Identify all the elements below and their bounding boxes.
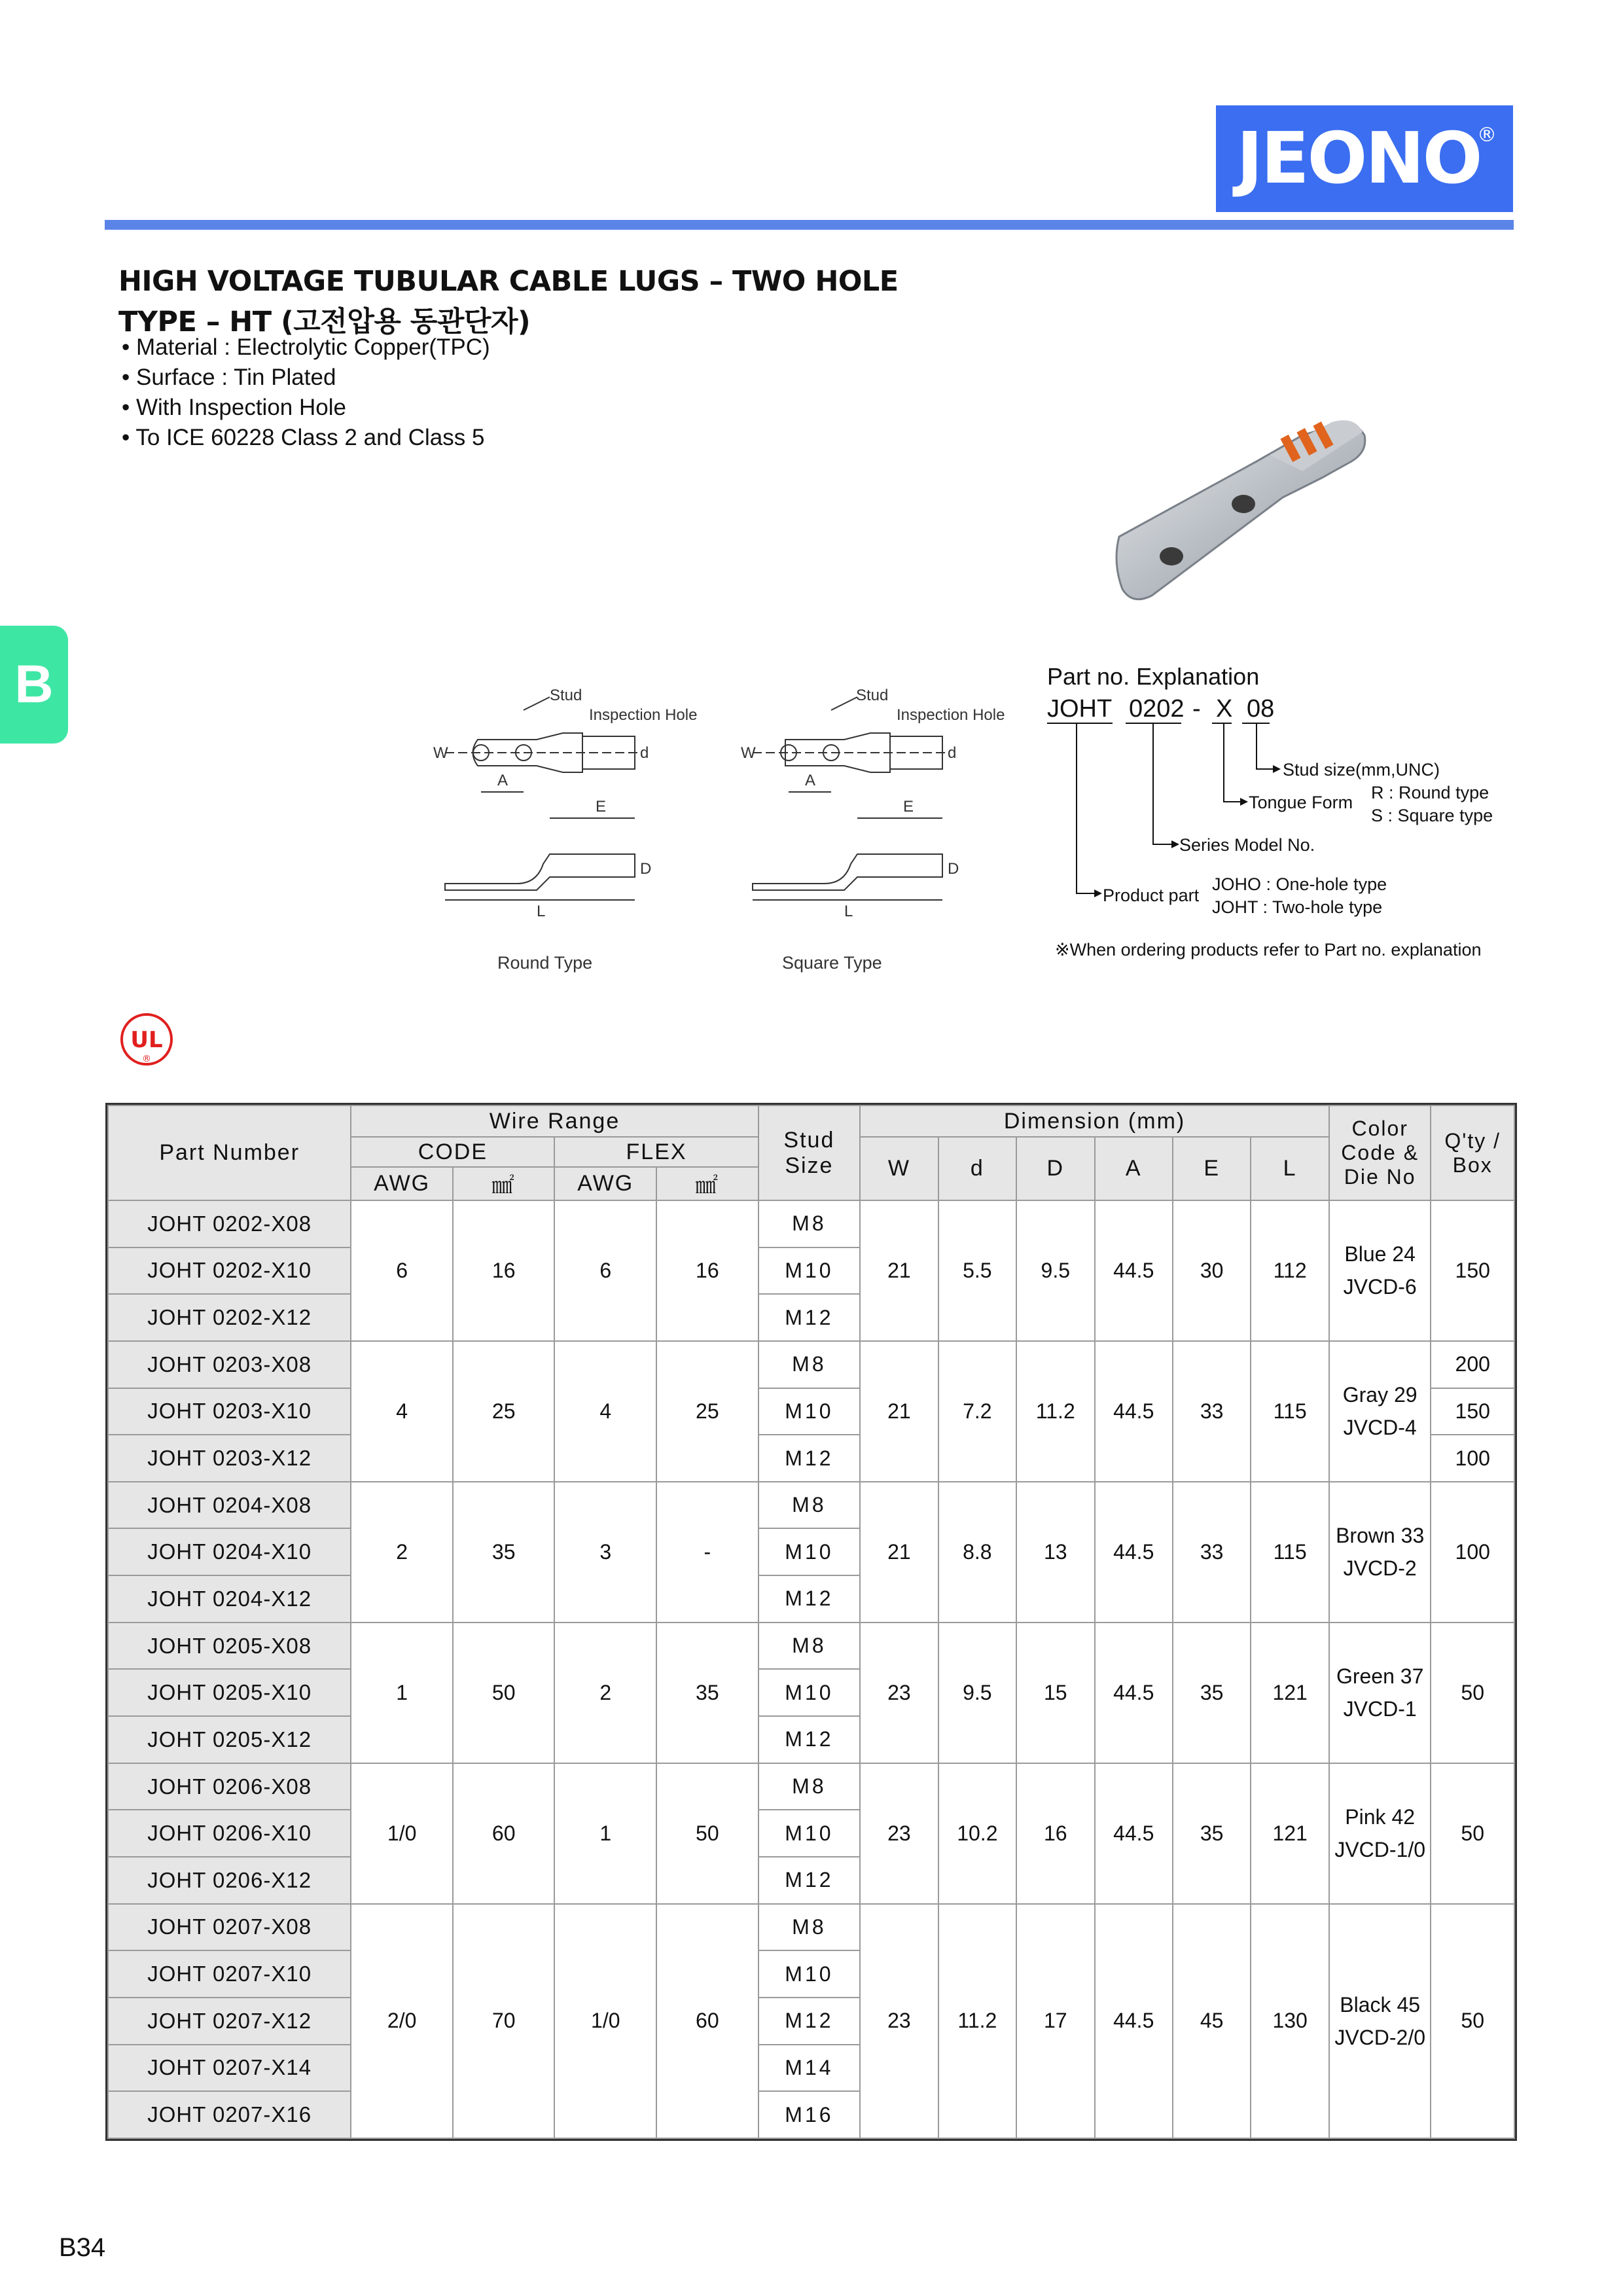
die-number: JVCD-2	[1343, 1556, 1417, 1581]
header-color-code	[1329, 1105, 1431, 1200]
stud-size-cell: M12	[758, 1857, 861, 1904]
flex-mm2-cell: 25	[656, 1341, 758, 1482]
diagram-l-label: L	[537, 903, 546, 920]
page-number: B34	[59, 2233, 106, 2262]
header-code: CODE	[351, 1137, 554, 1167]
dim-W-cell: 23	[860, 1623, 938, 1763]
diagram-d-label: d	[948, 744, 957, 762]
flex-awg-cell: 6	[554, 1200, 656, 1341]
part-code-dash: -	[1192, 695, 1201, 723]
dim-E-cell: 33	[1173, 1482, 1251, 1623]
color-name: Blue 24	[1344, 1242, 1416, 1266]
round-type-caption: Round Type	[497, 953, 593, 973]
registered-mark: ®	[1477, 124, 1495, 147]
color-name: Brown 33	[1336, 1524, 1425, 1548]
color-name: Green 37	[1336, 1664, 1424, 1689]
part-code-series: 0202	[1129, 695, 1185, 723]
part-code-tongue: X	[1216, 695, 1233, 723]
dim-A-cell: 44.5	[1095, 1200, 1173, 1341]
color-code-cell	[1329, 1482, 1431, 1623]
stud-size-cell: M14	[758, 2045, 861, 2092]
cable-lug-photo	[1106, 399, 1400, 615]
tongue-form-desc: Tongue Form	[1249, 793, 1353, 812]
table-row	[108, 1904, 1514, 1951]
header-flex-awg: AWG	[554, 1167, 656, 1200]
part-number-cell: JOHT 0202-X12	[108, 1294, 351, 1341]
dim-E-cell: 35	[1173, 1623, 1251, 1763]
part-number-cell: JOHT 0203-X08	[108, 1341, 351, 1388]
square-type-caption: Square Type	[782, 953, 882, 973]
stud-size-cell: M8	[758, 1341, 861, 1388]
diagram-a-label: A	[497, 772, 508, 789]
header-color-line3: Die No	[1344, 1165, 1416, 1189]
dim-d-cell: 8.8	[938, 1482, 1016, 1623]
color-code-cell	[1329, 1904, 1431, 2138]
spec-item: • Material : Electrolytic Copper(TPC)	[122, 332, 490, 363]
dim-d-cell: 10.2	[938, 1763, 1016, 1904]
part-number-cell: JOHT 0202-X10	[108, 1247, 351, 1295]
header-size: Size	[785, 1153, 834, 1178]
dim-W-cell: 21	[860, 1341, 938, 1482]
dim-D-cell: 16	[1016, 1763, 1094, 1904]
code-mm2-cell: 70	[453, 1904, 555, 2138]
stud-size-cell: M10	[758, 1528, 861, 1575]
dim-D-cell: 17	[1016, 1904, 1094, 2138]
stud-size-cell: M12	[758, 1435, 861, 1482]
part-number-cell: JOHT 0205-X10	[108, 1669, 351, 1716]
header-dim-w: W	[860, 1137, 938, 1200]
stud-size-cell: M12	[758, 1575, 861, 1623]
dim-d-cell: 7.2	[938, 1341, 1016, 1482]
part-number-cell: JOHT 0204-X08	[108, 1482, 351, 1529]
dim-E-cell: 45	[1173, 1904, 1251, 2138]
ul-certification-icon	[119, 1012, 174, 1067]
dim-L-cell: 130	[1251, 1904, 1329, 2138]
flex-mm2-cell: -	[656, 1482, 758, 1623]
part-number-cell: JOHT 0202-X08	[108, 1200, 351, 1247]
stud-size-desc: Stud size(mm,UNC)	[1283, 760, 1440, 780]
part-number-cell: JOHT 0207-X12	[108, 1998, 351, 2045]
stud-size-cell: M10	[758, 1810, 861, 1857]
spec-item: • To ICE 60228 Class 2 and Class 5	[122, 423, 490, 453]
table-row	[108, 1482, 1514, 1529]
code-awg-cell: 1/0	[351, 1763, 453, 1904]
page-title-line2: TYPE – HT (고전압용 동관단자)	[118, 306, 531, 338]
header-color-line1: Color	[1351, 1117, 1408, 1140]
color-name: Pink 42	[1345, 1805, 1416, 1829]
table-row	[108, 1200, 1514, 1247]
dim-L-cell: 115	[1251, 1482, 1329, 1623]
brand-logo	[1216, 105, 1513, 212]
code-mm2-cell: 50	[453, 1623, 555, 1763]
stud-size-cell: M10	[758, 1388, 861, 1435]
part-exp-title: Part no. Explanation	[1047, 663, 1260, 690]
part-number-cell: JOHT 0203-X10	[108, 1388, 351, 1435]
code-awg-cell: 1	[351, 1623, 453, 1763]
header-qty-line2: Box	[1452, 1153, 1493, 1177]
header-part-number: Part Number	[108, 1105, 351, 1200]
code-awg-cell: 4	[351, 1341, 453, 1482]
dim-L-cell: 112	[1251, 1200, 1329, 1341]
dim-E-cell: 30	[1173, 1200, 1251, 1341]
part-number-cell: JOHT 0207-X16	[108, 2091, 351, 2138]
diagram-D-label: D	[640, 860, 652, 878]
ul-text: UL	[130, 1027, 163, 1053]
diagram-w-label: W	[741, 744, 756, 762]
part-number-cell: JOHT 0206-X10	[108, 1810, 351, 1857]
dim-A-cell: 44.5	[1095, 1341, 1173, 1482]
flex-mm2-cell: 50	[656, 1763, 758, 1904]
flex-mm2-cell: 60	[656, 1904, 758, 2138]
square-type-desc: S : Square type	[1371, 806, 1493, 825]
code-awg-cell: 6	[351, 1200, 453, 1341]
header-rule	[105, 220, 1514, 230]
part-number-cell: JOHT 0206-X12	[108, 1857, 351, 1904]
diagram-e-label: E	[596, 798, 607, 816]
die-number: JVCD-6	[1343, 1275, 1417, 1299]
qty-cell: 100	[1431, 1435, 1514, 1482]
part-number-cell: JOHT 0207-X08	[108, 1904, 351, 1951]
header-color-line2: Code &	[1341, 1141, 1419, 1164]
dim-W-cell: 21	[860, 1482, 938, 1623]
spec-item: • Surface : Tin Plated	[122, 363, 490, 393]
dim-A-cell: 44.5	[1095, 1763, 1173, 1904]
diagram-l-label: L	[844, 903, 853, 920]
dim-D-cell: 13	[1016, 1482, 1094, 1623]
product-part-desc: Product part	[1103, 886, 1200, 905]
code-mm2-cell: 60	[453, 1763, 555, 1904]
stud-size-cell: M12	[758, 1998, 861, 2045]
dim-W-cell: 23	[860, 1763, 938, 1904]
stud-size-cell: M10	[758, 1950, 861, 1998]
qty-cell: 50	[1431, 1623, 1514, 1763]
part-number-cell: JOHT 0204-X10	[108, 1528, 351, 1575]
dim-W-cell: 21	[860, 1200, 938, 1341]
flex-awg-cell: 2	[554, 1623, 656, 1763]
flex-awg-cell: 1/0	[554, 1904, 656, 2138]
dim-L-cell: 121	[1251, 1623, 1329, 1763]
section-tab: B	[0, 626, 68, 744]
header-dim-d: d	[938, 1137, 1016, 1200]
series-desc: Series Model No.	[1179, 835, 1315, 855]
header-code-awg: AWG	[351, 1167, 453, 1200]
header-dim-l: L	[1251, 1137, 1329, 1200]
specification-table	[107, 1105, 1515, 2139]
stud-size-cell: M8	[758, 1482, 861, 1529]
stud-size-cell: M12	[758, 1716, 861, 1763]
header-stud: Stud	[783, 1127, 835, 1153]
table-row	[108, 1623, 1514, 1670]
header-code-mm2: ㎟	[453, 1167, 555, 1200]
color-name: Black 45	[1340, 1992, 1421, 2017]
part-number-cell: JOHT 0207-X14	[108, 2045, 351, 2092]
stud-size-cell: M10	[758, 1247, 861, 1295]
dim-d-cell: 11.2	[938, 1904, 1016, 2138]
color-code-cell	[1329, 1763, 1431, 1904]
color-code-cell	[1329, 1200, 1431, 1341]
flex-mm2-cell: 16	[656, 1200, 758, 1341]
ordering-note: ※When ordering products refer to Part no. explanation	[1055, 940, 1482, 960]
part-code-stud: 08	[1247, 695, 1275, 723]
diagram-stud-label: Stud	[550, 687, 582, 704]
table-row	[108, 1341, 1514, 1388]
stud-size-cell: M10	[758, 1669, 861, 1716]
qty-cell: 50	[1431, 1763, 1514, 1904]
header-dim-a: A	[1095, 1137, 1173, 1200]
ul-reg: ®	[142, 1054, 151, 1064]
flex-awg-cell: 1	[554, 1763, 656, 1904]
diagram-D-label: D	[948, 860, 959, 878]
dim-D-cell: 15	[1016, 1623, 1094, 1763]
header-dim-e: E	[1173, 1137, 1251, 1200]
header-dim-D: D	[1016, 1137, 1094, 1200]
qty-cell: 150	[1431, 1388, 1514, 1435]
brand-name: JEONO	[1236, 118, 1481, 200]
flex-awg-cell: 4	[554, 1341, 656, 1482]
stud-size-cell: M8	[758, 1904, 861, 1951]
dim-E-cell: 35	[1173, 1763, 1251, 1904]
code-mm2-cell: 35	[453, 1482, 555, 1623]
dim-A-cell: 44.5	[1095, 1904, 1173, 2138]
part-number-cell: JOHT 0207-X10	[108, 1950, 351, 1998]
part-number-cell: JOHT 0205-X08	[108, 1623, 351, 1670]
code-mm2-cell: 16	[453, 1200, 555, 1341]
joho-desc: JOHO : One-hole type	[1212, 874, 1387, 894]
table-row	[108, 1763, 1514, 1810]
die-number: JVCD-1	[1343, 1697, 1417, 1721]
header-wire-range: Wire Range	[351, 1105, 758, 1137]
die-number: JVCD-4	[1343, 1416, 1417, 1440]
die-number: JVCD-2/0	[1334, 2025, 1426, 2049]
diagram-inspection-label: Inspection Hole	[589, 706, 698, 724]
part-number-cell: JOHT 0206-X08	[108, 1763, 351, 1810]
color-name: Gray 29	[1342, 1383, 1418, 1407]
dim-L-cell: 121	[1251, 1763, 1329, 1904]
color-code-cell	[1329, 1623, 1431, 1763]
header-flex: FLEX	[554, 1137, 758, 1167]
part-number-cell: JOHT 0204-X12	[108, 1575, 351, 1623]
stud-size-cell: M8	[758, 1623, 861, 1670]
header-flex-mm2: ㎟	[656, 1167, 758, 1200]
part-number-explanation	[1041, 661, 1525, 969]
stud-size-cell: M12	[758, 1294, 861, 1341]
stud-size-cell: M8	[758, 1763, 861, 1810]
spec-list	[122, 332, 490, 453]
dim-A-cell: 44.5	[1095, 1623, 1173, 1763]
qty-cell: 150	[1431, 1200, 1514, 1341]
stud-size-cell: M16	[758, 2091, 861, 2138]
stud-size-cell: M8	[758, 1200, 861, 1247]
part-code-product: JOHT	[1047, 695, 1113, 723]
joht-desc: JOHT : Two-hole type	[1212, 897, 1383, 917]
dim-D-cell: 11.2	[1016, 1341, 1094, 1482]
code-mm2-cell: 25	[453, 1341, 555, 1482]
dim-D-cell: 9.5	[1016, 1200, 1094, 1341]
code-awg-cell: 2	[351, 1482, 453, 1623]
die-number: JVCD-1/0	[1334, 1838, 1426, 1862]
dimension-diagram	[419, 687, 1027, 982]
qty-cell: 50	[1431, 1904, 1514, 2138]
qty-cell: 200	[1431, 1341, 1514, 1388]
flex-mm2-cell: 35	[656, 1623, 758, 1763]
diagram-a-label: A	[805, 772, 816, 789]
header-qty-line1: Q'ty /	[1444, 1128, 1501, 1153]
qty-cell: 100	[1431, 1482, 1514, 1623]
part-number-cell: JOHT 0205-X12	[108, 1716, 351, 1763]
header-dimension: Dimension (mm)	[860, 1105, 1329, 1137]
part-number-cell: JOHT 0203-X12	[108, 1435, 351, 1482]
dim-L-cell: 115	[1251, 1341, 1329, 1482]
color-code-cell	[1329, 1341, 1431, 1482]
page-title-line1: HIGH VOLTAGE TUBULAR CABLE LUGS – TWO HOLE	[118, 265, 899, 298]
diagram-d-label: d	[640, 744, 649, 762]
header-stud-size	[758, 1105, 861, 1200]
spec-item: • With Inspection Hole	[122, 393, 490, 423]
diagram-inspection-label: Inspection Hole	[897, 706, 1005, 724]
round-type-desc: R : Round type	[1371, 783, 1489, 802]
code-awg-cell: 2/0	[351, 1904, 453, 2138]
dim-A-cell: 44.5	[1095, 1482, 1173, 1623]
flex-awg-cell: 3	[554, 1482, 656, 1623]
dim-W-cell: 23	[860, 1904, 938, 2138]
diagram-e-label: E	[903, 798, 914, 816]
dim-d-cell: 9.5	[938, 1623, 1016, 1763]
header-qty	[1431, 1105, 1514, 1200]
diagram-stud-label: Stud	[856, 687, 889, 704]
dim-E-cell: 33	[1173, 1341, 1251, 1482]
dim-d-cell: 5.5	[938, 1200, 1016, 1341]
diagram-w-label: W	[433, 744, 448, 762]
